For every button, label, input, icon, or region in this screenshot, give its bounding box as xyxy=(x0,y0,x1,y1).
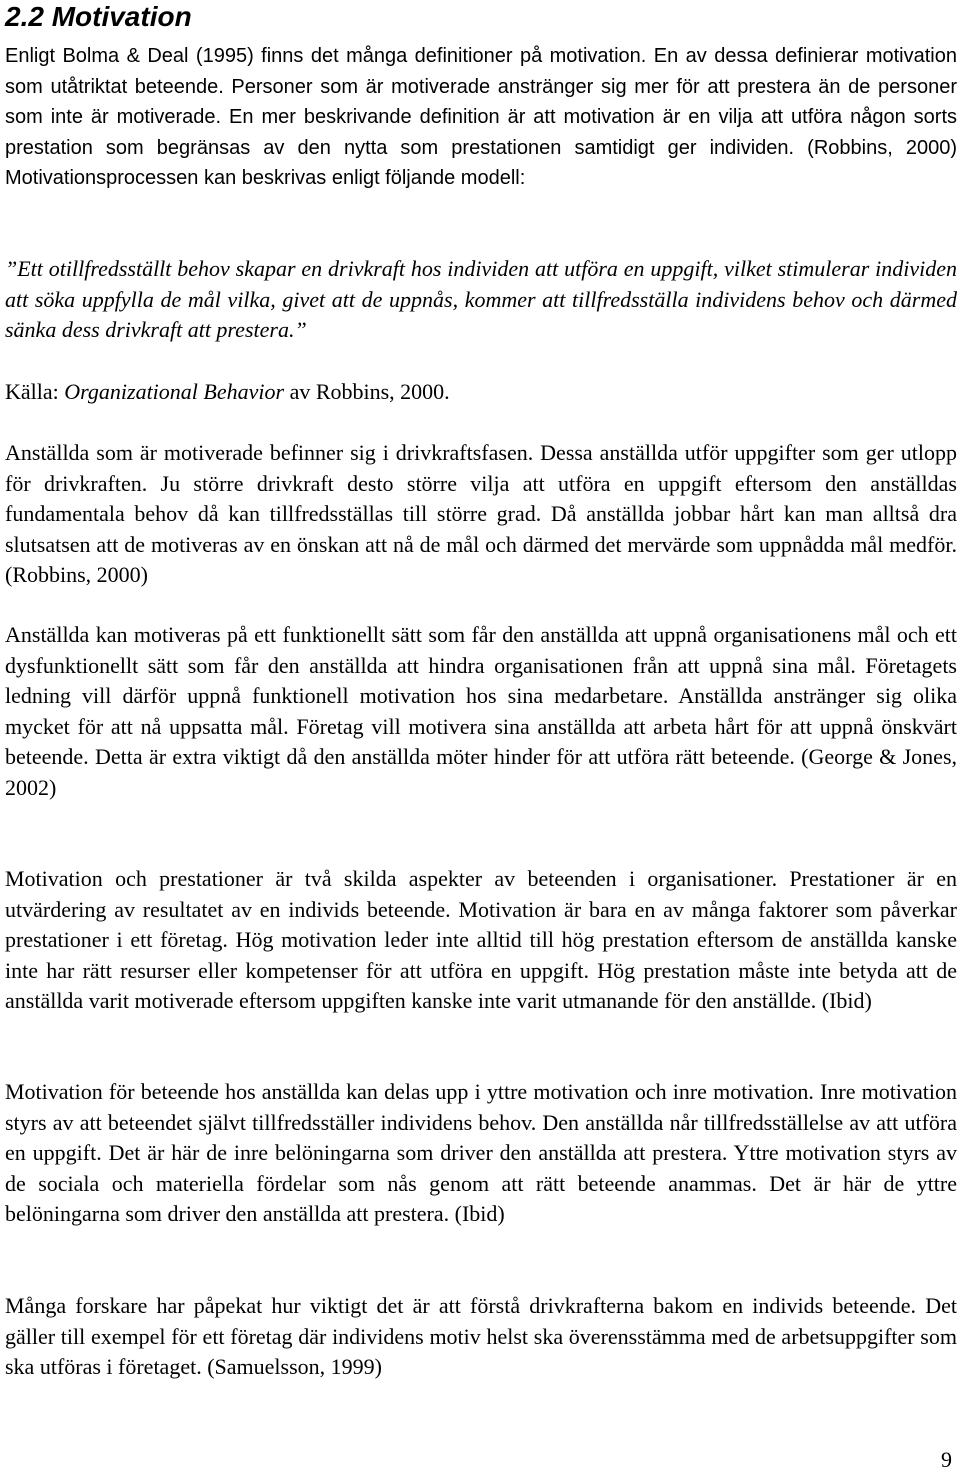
section-heading: 2.2 Motivation xyxy=(5,1,192,32)
source-title: Organizational Behavior xyxy=(64,379,285,404)
paragraph-drivkraftsfasen: Anställda som är motiverade befinner sig i drivkraftsfasen. Dessa anställda utför uppgifter som ger utlopp för drivkraften. Ju större drivkraft desto större vilja att utföra en uppgift eftersom den anställdas fundamentala behov då kan tillfredsställas till större grad. Då anställda jobbar hårt kan man alltså dra slutsatsen att de motiveras av en önskan att nå de mål och därmed det mervärde som uppnådda mål medför. (Robbins, 2000) xyxy=(5,440,957,587)
source-prefix: Källa: xyxy=(5,379,65,404)
page-number: 9 xyxy=(941,1447,952,1472)
source-suffix: av Robbins, 2000. xyxy=(284,379,450,404)
source-citation xyxy=(5,377,957,408)
intro-paragraph: Enligt Bolma & Deal (1995) finns det många definitioner på motivation. En av dessa definierar motivation som utåtriktat beteende. Personer som är motiverade anstränger sig mer för att prestera än de personer som inte är motiverade. En mer beskrivande definition är att motivation är en vilja att utföra någon sorts prestation som begränsas av den nytta som prestationen samtidigt ger individen. (Robbins, 2000) Motivationsprocessen kan beskrivas enligt följande modell: xyxy=(5,45,957,189)
paragraph-motivation-prestation: Motivation och prestationer är två skilda aspekter av beteenden i organisationer. Prestationer är en utvärdering av resultatet av en individs beteende. Motivation är bara en av många faktorer som påverkar prestationer i ett företag. Hög motivation leder inte alltid till hög prestation eftersom de anställda kanske inte har rätt resurser eller kompetenser för att utföra en uppgift. Hög prestation måste inte betyda att de anställda varit motiverade eftersom uppgiften kanske inte varit utmanande för den anställde. (Ibid) xyxy=(5,866,957,1013)
paragraph-funktionell-motivation: Anställda kan motiveras på ett funktionellt sätt som får den anställda att uppnå organisationens mål och ett dysfunktionellt sätt som får den anställda att hindra organisationen från att uppnå sina mål. Företagets ledning vill därför uppnå funktionell motivation hos sina medarbetare. Anställda anstränger sig olika mycket för att nå uppsatta mål. Företag vill motivera sina anställda att arbeta hårt för att uppnå önskvärt beteende. Detta är extra viktigt då den anställda möter hinder för att utföra rätt beteende. (George & Jones, 2002) xyxy=(5,622,957,800)
paragraph-drivkrafter: Många forskare har påpekat hur viktigt det är att förstå drivkrafterna bakom en individs beteende. Det gäller till exempel för ett företag där individens motiv helst ska överensstämma med de arbetsuppgifter som ska utföras i företaget. (Samuelsson, 1999) xyxy=(5,1293,957,1379)
paragraph-inre-yttre-motivation: Motivation för beteende hos anställda kan delas upp i yttre motivation och inre motivation. Inre motivation styrs av att beteendet självt tillfredsställer individens behov. Den anställda når tillfredsställelse av att utföra en uppgift. Det är här de inre belöningarna som driver den anställda att prestera. Yttre motivation styrs av de sociala och materiella fördelar som nås genom att rätt beteende anammas. Det är här de yttre belöningarna som driver den anställda att prestera. (Ibid) xyxy=(5,1079,957,1226)
model-quote: ”Ett otillfredsställt behov skapar en drivkraft hos individen att utföra en uppgift, vilket stimulerar individen att söka uppfylla de mål vilka, givet att de uppnås, kommer att tillfredsställa individens behov och därmed sänka dess drivkraft att prestera.” xyxy=(5,256,957,342)
